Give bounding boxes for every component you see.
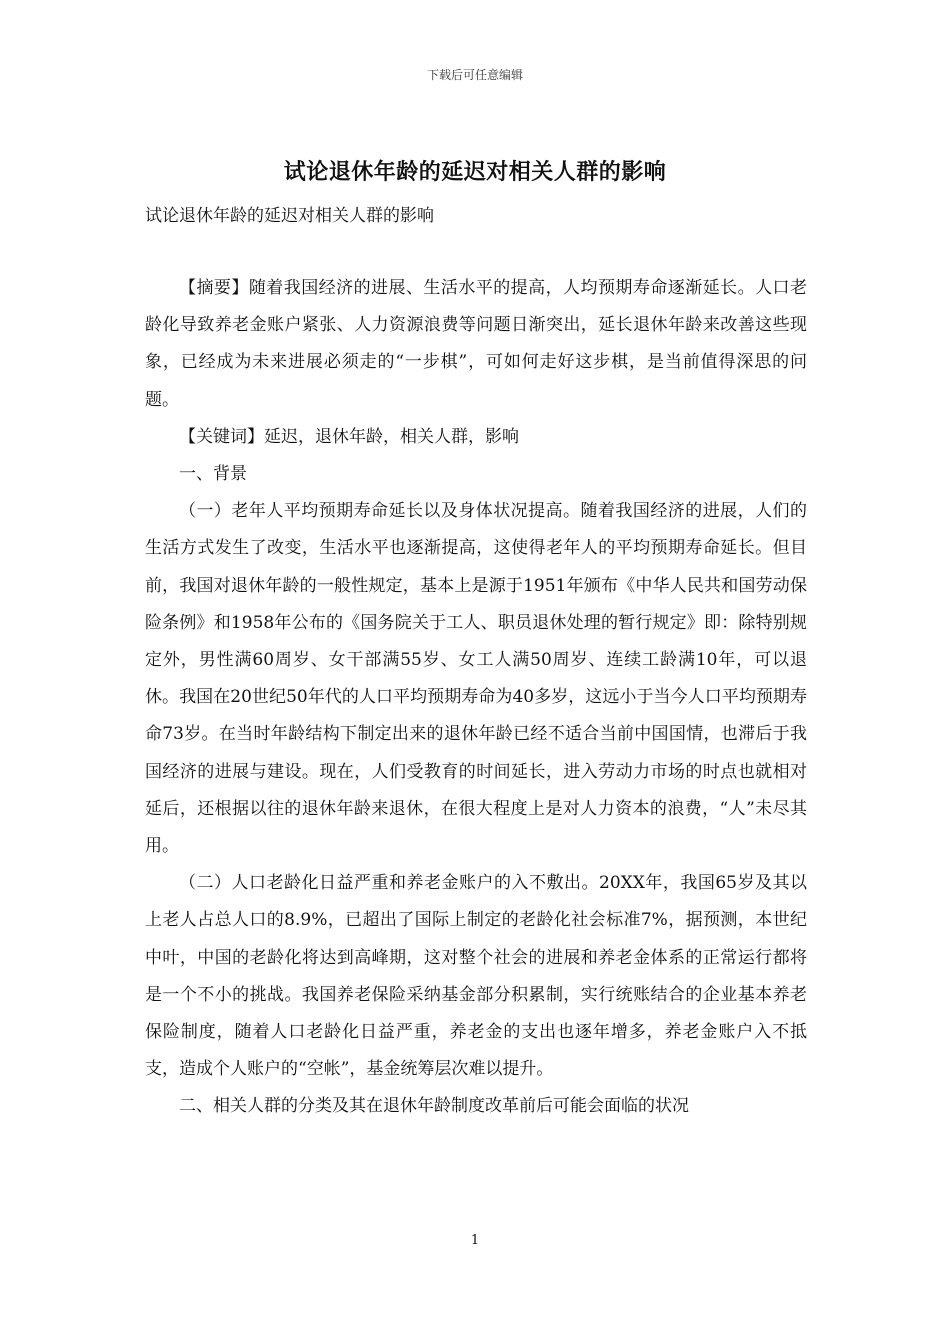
page-number: 1 xyxy=(470,1233,480,1248)
document-title: 试论退休年龄的延迟对相关人群的影响 xyxy=(283,159,667,185)
section-heading-background: 一、背景 xyxy=(179,464,247,485)
abstract-paragraph: 【摘要】随着我国经济的进展、生活水平的提高，人均预期寿命逐渐延长。人口老龄化导致养老金账户紧张、人力资源浪费等问题日渐突出，延长退休年龄来改善这些现象，已经成为未来进展必须走的“一步棋”，可如何走好这步棋，是当前值得深思的问题。 xyxy=(145,278,807,410)
page-header-note: 下载后可任意编辑 xyxy=(426,68,523,82)
section-heading-groups: 二、相关人群的分类及其在退休年龄制度改革前后可能会面临的状况 xyxy=(179,1096,689,1117)
document-subtitle: 试论退休年龄的延迟对相关人群的影响 xyxy=(145,206,434,226)
body-paragraph: （二）人口老龄化日益严重和养老金账户的入不敷出。20XX年，我国65岁及其以上老人占总人口的8.9%，已超出了国际上制定的老龄化社会标准7%，据预测，本世纪中叶，中国的老龄化将达到高峰期，这对整个社会的进展和养老金体系的正常运行都将是一个不小的挑战。我国养老保险采纳基金部分积累制，实行统账结合的企业基本养老保险制度，随着人口老龄化日益严重，养老金的支出也逐年增多，养老金账户入不抵支，造成个人账户的“空帐”，基金统筹层次难以提升。 xyxy=(145,873,807,1080)
body-paragraph: （一）老年人平均预期寿命延长以及身体状况提高。随着我国经济的进展，人们的生活方式发生了改变，生活水平也逐渐提高，这使得老年人的平均预期寿命延长。但目前，我国对退休年龄的一般性规定，基本上是源于1951年颁布《中华人民共和国劳动保险条例》和1958年公布的《国务院关于工人、职员退休处理的暂行规定》即：除特别规定外，男性满60周岁、女干部满55岁、女工人满50周岁、连续工龄满10年，可以退休。我国在20世纪50年代的人口平均预期寿命为40多岁，这远小于当今人口平均预期寿命73岁。在当时年龄结构下制定出来的退休年龄已经不适合当前中国国情，也滞后于我国经济的进展与建设。现在，人们受教育的时间延长，进入劳动力市场的时点也就相对延后，还根据以往的退休年龄来退休，在很大程度上是对人力资本的浪费，“人”未尽其用。 xyxy=(145,501,807,857)
keywords-paragraph: 【关键词】延迟，退休年龄，相关人群，影响 xyxy=(179,426,519,447)
document-body xyxy=(145,270,807,1126)
